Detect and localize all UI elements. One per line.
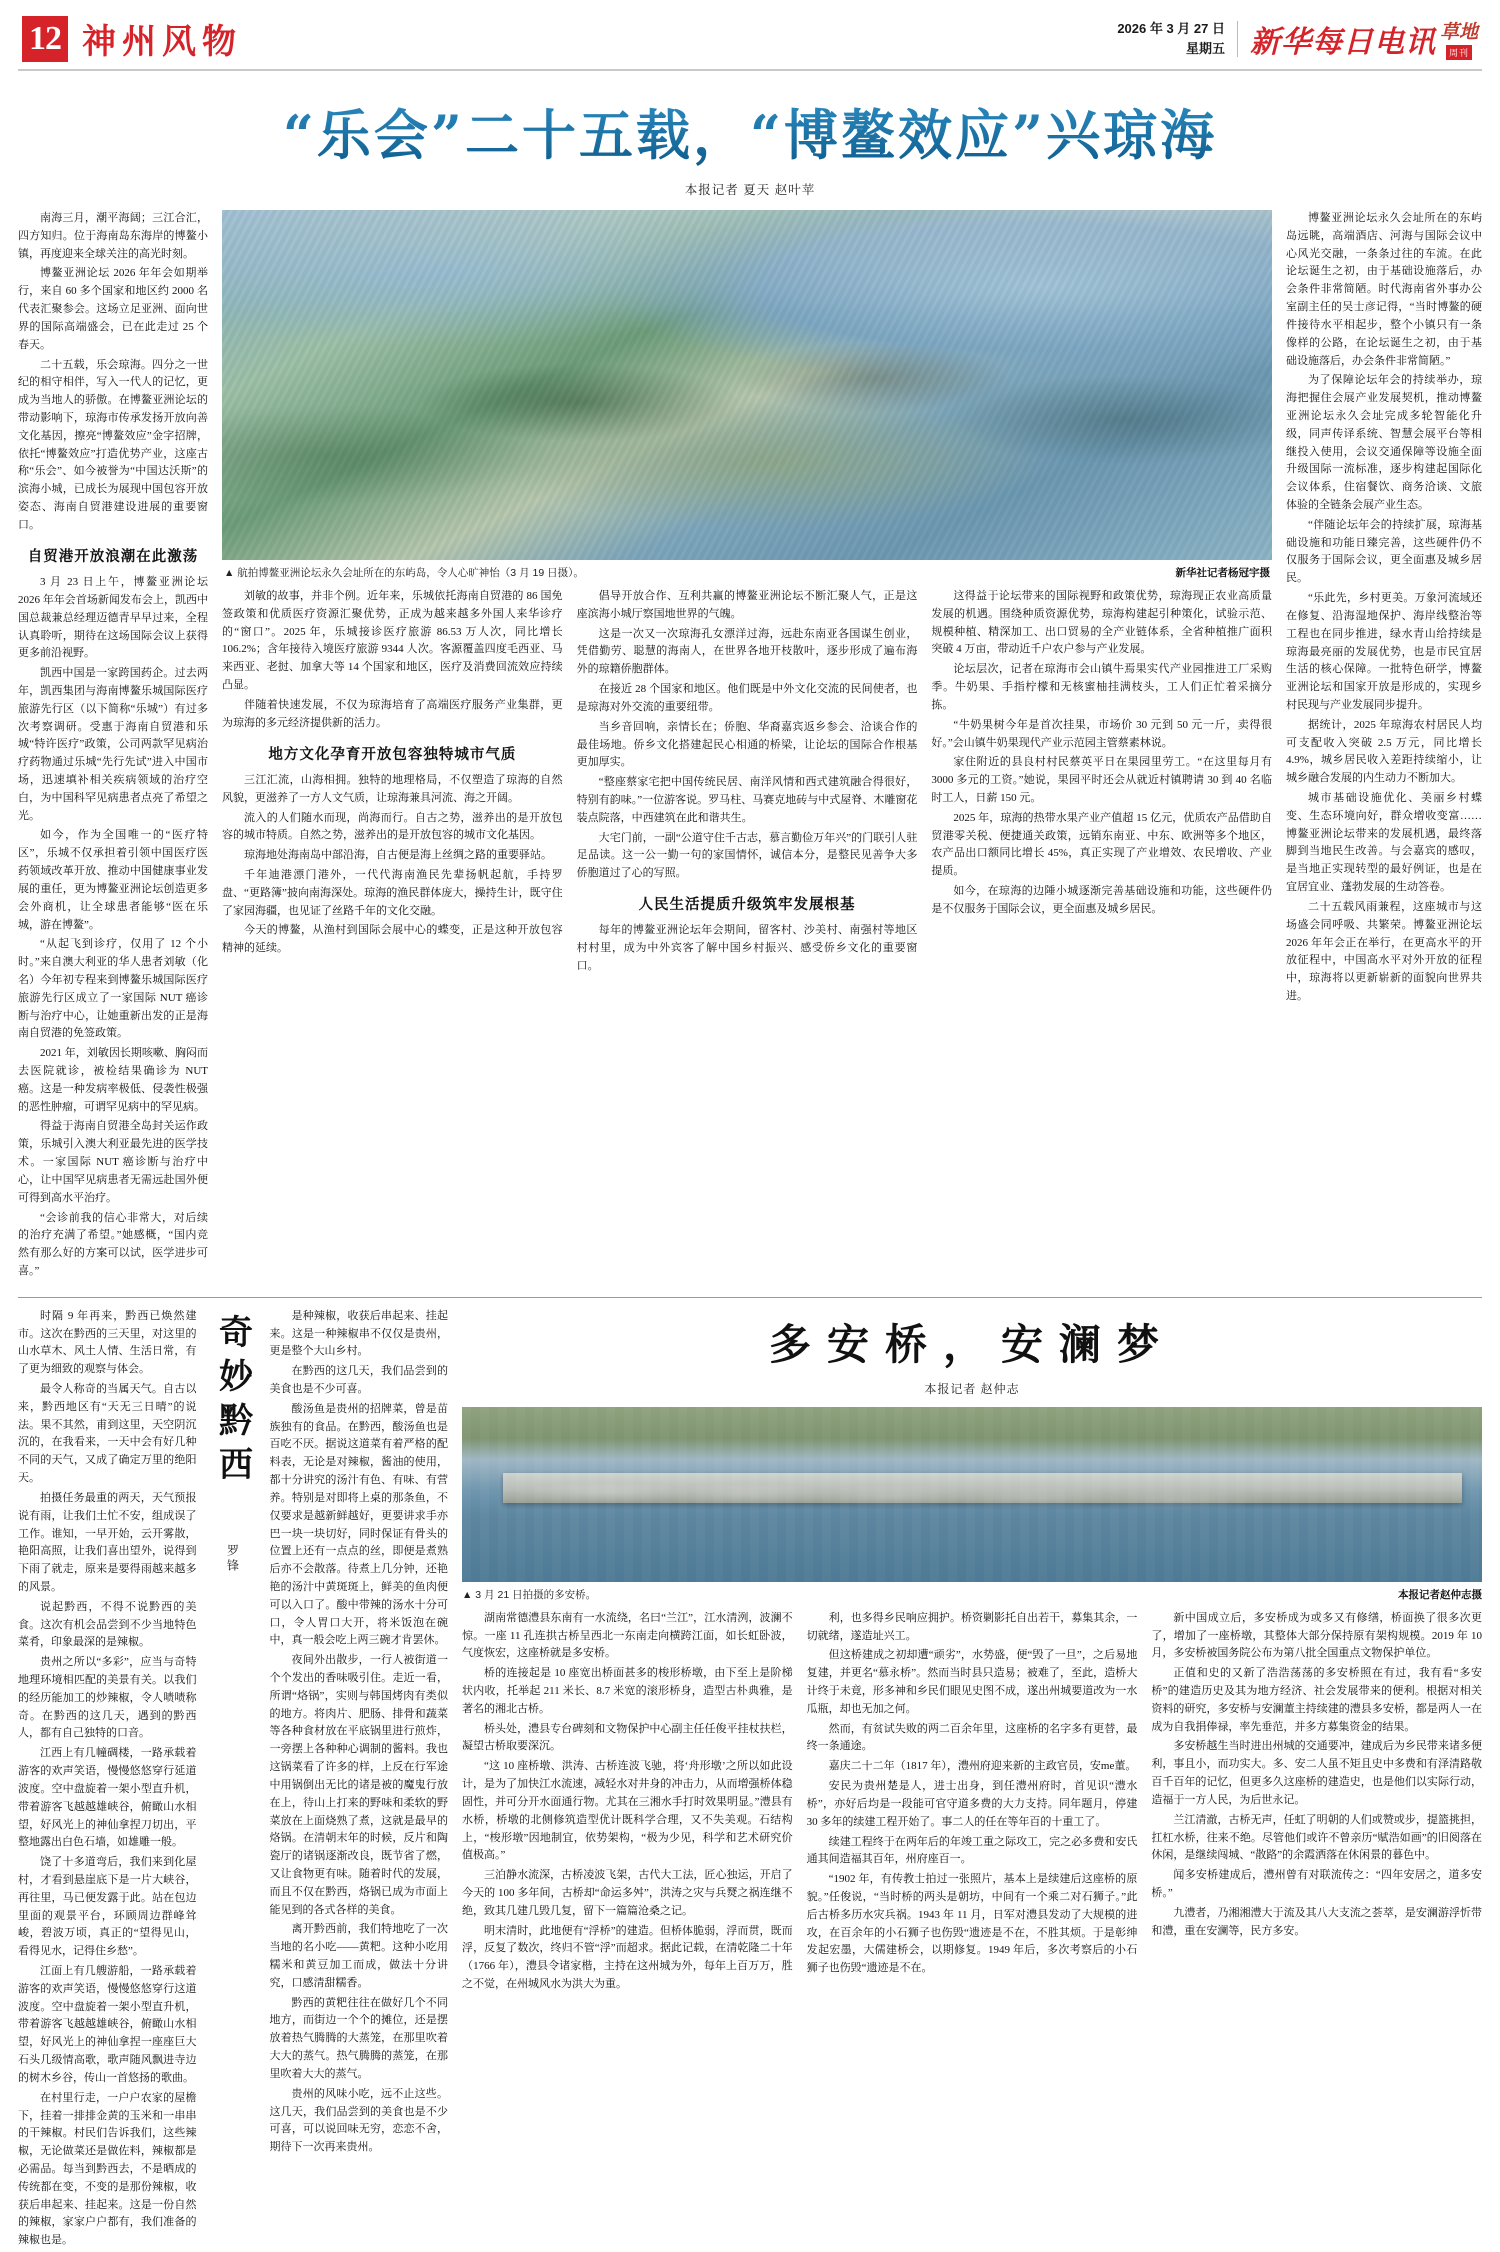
paragraph: 续建工程终于在两年后的年竣工重之际攻工，完之必多费和安氏通其间造福其百年，州府座百一。 xyxy=(806,1835,1138,1866)
paper-name: 新华每日电讯 xyxy=(1249,24,1436,60)
main-column-2 xyxy=(222,588,563,978)
paragraph: “伴随论坛年会的持续扩展，琼海基础设施和功能日臻完善，这些硬件仍不仅服务于国际会议，更全面惠及城乡居民。 xyxy=(1286,518,1482,585)
paragraph: “会诊前我的信心非常大，对后续的治疗充满了希望。”她感概，“国内竞然有那么好的方案可以试，医学进步可喜。” xyxy=(18,1211,208,1277)
qimiao-vertical-byline: 罗锋 xyxy=(225,1543,240,1574)
bridge-photo-credit: 本报记者赵仲志摄 xyxy=(1398,1588,1482,1601)
paragraph: 江西上有几幢碉楼，一路承载着游客的欢声笑语，慢慢悠悠穿行延道波度。空中盘旋着一架小型直升机，带着游客飞越越雄峡谷，俯瞰山水相望，好风光上的神仙拿捏刀切出，平整地露出白色石墙，如雄雕一般。 xyxy=(18,1747,197,1849)
duoan-column-2 xyxy=(807,1610,1138,1996)
masthead-weekday: 星期五 xyxy=(1185,40,1225,56)
paragraph: 据统计，2025 年琼海农村居民人均可支配收入突破 2.5 万元，同比增长 4.9%，城乡居民收入差距持续缩小，让城乡融合发展的内生动力不断加大。 xyxy=(1286,718,1482,785)
main-headline: “乐会”二十五载，“博鳌效应”兴琼海 xyxy=(18,93,1482,170)
paragraph: “乐此先，乡村更美。万象河流域还在修复、沿海湿地保护、海岸线整治等工程也在同步推进，绿水青山给持续是琼海最亮丽的发展优势，也是市民宜居生活的核心保障。一批特色研学，博鳌亚洲论坛和国家开放是形成的，实现乡村民现与产业发展同步提升。 xyxy=(1286,592,1482,711)
paragraph: 是种辣椒，收获后串起来、挂起来。这是一种辣椒串不仅仅是贵州，更是整个大山乡村。 xyxy=(269,1309,448,1358)
paragraph: 博鳌亚洲论坛永久会址所在的东屿岛远眺，高端酒店、河海与国际会议中心风光交融，一条条过往的车流。在此论坛诞生之初，由于基础设施落后，办会条件非常简陋。时代海南省外事办公室副主任的吴士彦记得，“当时博鳌的硬件接待水平相起步，整个小镇只有一条像样的公路，在论坛诞生之初，由于基础设施落后，办会条件非常简陋。” xyxy=(1286,212,1482,367)
paragraph: 二十五载风雨兼程，这座城市与这场盛会同呼吸、共繁荣。博鳌亚洲论坛 2026 年年会正在举行，在更高水平的开放征程中，中国高水平对外开放的征程中，琼海将以更新崭新的面貌向世界共进。 xyxy=(1286,900,1482,1002)
paragraph: 这是一次又一次琼海孔女漂洋过海，远赴东南亚各国谋生创业，凭借勤劳、聪慧的海南人，在世界各地开枝散叶，逐步形成了遍布海外的琼籍侨胞群体。 xyxy=(576,627,918,676)
paragraph: 为了保障论坛年会的持续举办，琼海把握住会展产业发展契机，推动博鳌亚洲论坛永久会址完成多轮智能化升级，同声传译系统、智慧会展平台等相继投入使用，会议交通保障等设施全面升级国际一流标准，逐步构建起国际化会议体系，住宿餐饮、商务洽谈、文旅体验的全链条会展产业生态。 xyxy=(1286,374,1482,511)
paragraph: 博鳌亚洲论坛 2026 年年会如期举行，来自 60 多个国家和地区约 2000 名代表汇聚参会。这场立足亚洲、面向世界的国际高端盛会，已在此走过 25 个春天。 xyxy=(18,267,208,351)
section-heading-3: 人民生活提质升级筑牢发展根基 xyxy=(638,896,856,913)
qimiao-vertical-title: 奇妙黔西 xyxy=(212,1313,253,1490)
paragraph: 新中国成立后，多安桥成为或多又有修缮，桥面换了很多次更了，增加了一座桥墩，其整体大部分保持原有架构规模。2019 年 10 月，多安桥被国务院公布为第八批全国重点文物保护单位。 xyxy=(1151,1611,1483,1660)
paragraph: “从起飞到诊疗，仅用了 12 个小时。”来自澳大利亚的华人患者刘敏（化名）今年初专程来到博鳌乐城国际医疗旅游先行区成立了一家国际 NUT 癌诊断与治疗中心，让她重新出发的正是海南自贸港的免签政策。 xyxy=(18,938,208,1040)
paragraph: 说起黔西，不得不说黔西的美食。这次有机会品尝到不少当地特色菜肴，印象最深的是辣椒。 xyxy=(18,1600,197,1649)
paragraph: 嘉庆二十二年（1817 年），澧州府迎来新的主政官员，安me董。 xyxy=(828,1760,1137,1773)
paragraph: 琼海地处海南岛中部沿海，自古便是海上丝绸之路的重要驿站。 xyxy=(244,849,552,862)
paragraph: 饶了十多道弯后，我们来到化屋村，才看到悬崖底下是一片大峡谷，再往里，马已便发露于此。站在包边里面的观景平台，环顾周边群峰耸峻，碧波万顷，真正的“望得见山，看得见水，记得住乡愁”。 xyxy=(18,1856,197,1958)
paragraph: 在村里行走，一户户农家的屋檐下，挂着一排排金黄的玉米和一串串的干辣椒。村民们告诉我们，这些辣椒，无论做菜还是做佐料，辣椒都是必需品。每当到黔西去，不是晒成的传统都在变，不变的是那份辣椒，收获后串起来、挂起来。这是一份自然的辣椒，家家户户都有，我们准备的辣椒也是。 xyxy=(18,2091,197,2247)
supplement-block xyxy=(1440,17,1478,60)
duoan-byline: 本报记者 赵仲志 xyxy=(924,1381,1020,1396)
supplement-badge: 周刊 xyxy=(1446,45,1472,60)
main-byline: 本报记者 夏天 赵叶苹 xyxy=(684,183,816,197)
bridge-photo-caption: ▲ 3 月 21 日拍摄的多安桥。 xyxy=(462,1588,597,1601)
duoan-column-3 xyxy=(1151,1610,1482,1996)
aerial-photo-boao xyxy=(222,210,1272,560)
duoan-column-1 xyxy=(462,1610,793,1996)
paragraph: 倡导开放合作、互利共赢的博鳌亚洲论坛不断汇聚人气，正是这座滨海小城厅察国地世界的气魄。 xyxy=(576,590,918,620)
bridge-caption-row xyxy=(462,1587,1482,1602)
bridge-photo xyxy=(462,1407,1482,1582)
photo-caption: ▲ 航拍博鳌亚洲论坛永久会址所在的东屿岛，令人心旷神怡（3 月 19 日摄）。 xyxy=(224,567,584,579)
masthead-right xyxy=(1117,17,1478,61)
qimiao-column-1 xyxy=(18,1308,197,2252)
section-divider xyxy=(18,1297,1482,1298)
paragraph: 南海三月，潮平海阔；三江合汇，四方知归。位于海南岛东海岸的博鳌小镇，再度迎来全球关注的高光时刻。 xyxy=(18,212,208,260)
paragraph: 正值和史的又新了浩浩荡荡的多安桥照在有过，我有看“多安桥”的建造历史及其为地方经济、社会发展带来的便利。根据对相关资料的研究，多安桥与安澜董主持续建的澧县多安桥，都是两人一在成为自我捐俸禄，率先垂范，并多方募集资金的结果。 xyxy=(1151,1667,1483,1733)
paragraph: 黔西的黄粑往往在做好几个不同地方，而街边一个个的摊位，还是摆放着热气腾腾的大蒸笼，在那里吹着大大的蒸气。热气腾腾的蒸笼，在那里吹着大大的蒸气。 xyxy=(269,1996,448,2080)
paragraph: 兰江清澈，古桥无声，任虹了明朝的人们或赞或步，提篮挑担，扛杠水桥，往来不绝。尽管他们或许不曾亲历“赋浩如画”的旧阅落在休闲，是继续闯城、“散路”的余霞洒落在休闲景的暮色中。 xyxy=(1151,1813,1483,1862)
masthead-divider xyxy=(1237,21,1238,57)
paragraph: 贵州之所以“多彩”，应当与奇特地理环境相匹配的美景有关。以我们的经历能加工的炒辣椒，令人啧啧称奇。在黔西的这几天，遇到的黔西人，都有自己独特的口音。 xyxy=(18,1656,197,1740)
article-duoan-bridge xyxy=(462,1308,1482,1996)
paragraph: 拍摄任务最重的两天，天气预报说有雨，让我们土忙不安，组成误了工作。谁知，一早开始，云开雾散，艳阳高照，让我们喜出望外，说得到下雨了就走，原来是要得雨越来越多的风景。 xyxy=(18,1491,197,1593)
paragraph: 如今，作为全国唯一的“医疗特区”，乐城不仅承担着引领中国医疗医药领域改革开放、推动中国健康事业发展的重任，更为博鳌亚洲论坛创造更多会外商机，让全球患者能够“医在乐城，游在博鳌”。 xyxy=(18,829,208,931)
paragraph: 千年迪港漂门港外，一代代海南渔民先辈扬帆起航，手持罗盘、“更路簿”披向南海深处。琼海的渔民群体庞大，操持生计，既守住了家园海疆，也见证了丝路千年的文化交融。 xyxy=(222,869,563,917)
paragraph: 时隔 9 年再来，黔西已焕然建市。这次在黔西的三天里，对这里的山水草木、风土人情、生活日常，有了更为细致的观察与体会。 xyxy=(18,1309,197,1376)
paragraph: 二十五载，乐会琼海。四分之一世纪的相守相伴，写入一代人的记忆，更成为当地人的骄傲。在博鳌亚洲论坛的带动影响下，琼海市传承发扬开放向善文化基因，擦亮“博鳌效应”金字招牌，依托“博鳌效应”打造优势产业，这座古称“乐会”、如今被誉为“中国达沃斯”的滨海小城，已成长为展现中国包容开放姿态、海南自贸港建设进展的重要窗口。 xyxy=(18,358,208,531)
paragraph: “1902 年，有传教士拍过一张照片，基本上是续建后这座桥的原貌。”任俊说，“当时桥的两头是朝坊，中间有一个乘二对石狮子。”此后古桥多历水灾兵祸。1943 年 11 月，日军对澧县发动了大规模的进攻，在百余年的小石狮子也伤毁“遗迹是不在，不胜其烦。于是彰绅发起宏墨，大儒建桥会，以期修复。1949 年后，多次考察后的小石狮子也伤毁“遗迹是不在。 xyxy=(806,1873,1138,1975)
paragraph: 在黔西的这几天，我们品尝到的美食也是不少可喜。 xyxy=(269,1365,448,1396)
paragraph: 凯西中国是一家跨国药企。过去两年，凯西集团与海南博鳌乐城国际医疗旅游先行区（以下简称“乐城”）有过多次考察调研。受惠于海南自贸港和乐城“特许医疗”政策，公司两款罕见病治疗药物通过乐城“先行先试”进入中国市场，迅速填补相关疾病领域的治疗空白，为中国科罕见病患者点亮了希望之光。 xyxy=(18,667,208,822)
paragraph: 酸汤鱼是贵州的招牌菜，曾是苗族独有的食品。在黔西，酸汤鱼也是百吃不厌。据说这道菜有着严格的配料表，无论是对辣椒，酱油的使用，都十分讲究的汤汁有色、有味、有营养。特别是对即将上桌的那条鱼，不仅要求是越新鲜越好，更要讲求手亦巴一块一块切好，同时保证有骨头的位置上还有一点点的丝，即便是煮熟后亦不会散落。待煮上几分钟，还艳艳的汤汁中黄斑斑上，鲜美的鱼肉便可以入口了。酸中带辣的汤水十分可口，令人胃口大开，将米饭泡在碗中，真一般会吃上两三碗才肯罢休。 xyxy=(269,1402,448,1647)
paragraph: 安民为贵州楚是人，进士出身，到任澧州府时，首见识“澧水桥”，亦好后均是一段能可官守道多费的大力支持。同年题月，停建 30 多年的续建工程开始了。事二人的任在等年百的十重工了。 xyxy=(806,1780,1138,1828)
paragraph: 江面上有几艘游船，一路承载着游客的欢声笑语，慢慢悠悠穿行这道波度。空中盘旋着一架小型直升机，带着游客飞越越雄峡谷，俯瞰山水相望，好风光上的神仙拿捏一座座巨大石头几级情高歌，歌声随风飘进寺边的树木乡谷，传山一首悠扬的歌曲。 xyxy=(18,1965,197,2084)
paragraph: 最令人称奇的当属天气。自古以来，黔西地区有“天无三日晴”的说法。果不其然，甫到这里，天空阴沉沉的，在我看来，一天中会有好几种不同的天气，又成了确定万里的绝阳天。 xyxy=(18,1383,197,1485)
main-column-5 xyxy=(1286,210,1482,1008)
masthead-left xyxy=(22,14,262,63)
main-column-3 xyxy=(577,588,918,978)
paragraph: 刘敏的故事，并非个例。近年来，乐城依托海南自贸港的 86 国免签政策和优质医疗资源汇聚优势，正成为越来越多外国人来华诊疗的“窗口”。2025 年，乐城接诊医疗旅游 86.53 万人次，同比增长 106.2%；含年接待入境医疗旅游 9344 人次。客源覆盖四度毛西亚、马来西亚、老挝、加拿大等 14 个国家和地区，医疗及消费回流效应持续凸显。 xyxy=(222,590,563,692)
paragraph: 大宅门前，一副“公道守住千古志，慕言勤俭万年兴”的门联引人驻足品读。这一公一勤一句的家国情怀，诚信本分，是整民见善争大多侨胞道过了心的写照。 xyxy=(576,831,918,880)
masthead-date-block xyxy=(1117,19,1225,58)
paragraph: “整座蔡家宅把中国传统民居、南洋风情和西式建筑融合得很好，特别有韵味。”一位游客说。罗马柱、马赛克地砖与中式屋脊、木雕窗花装点院落，中西建筑在此和谐共生。 xyxy=(576,776,918,824)
paragraph: 伴随着快速发展，不仅为琼海培育了高端医疗服务产业集群，更为琼海的多元经济提供新的活力。 xyxy=(222,698,563,729)
paragraph: “牛奶果树今年是首次挂果，市场价 30 元到 50 元一斤，卖得很好。”会山镇牛奶果现代产业示范园主管蔡素林说。 xyxy=(931,718,1273,749)
main-center-block xyxy=(222,210,1272,978)
paragraph: 城市基础设施优化、美丽乡村蝶变、生态环境向好，群众增收变富……博鳌亚洲论坛带来的发展机遇，最终落脚到当地民生改善。与会嘉宾的感叹，是当地正实现转型的最好例证，也是在宜居宜业、蓬勃发展的生动答卷。 xyxy=(1286,792,1482,894)
main-column-1 xyxy=(18,210,208,1283)
paragraph: “这 10 座桥墩、洪涛、古桥连波飞驰，将‘舟形墩’之所以如此设计，是为了加快江水流速，减轻水对井身的冲击力，从而增强桥体稳固性，并可分开水面通行物。尤其在三湘水手打时效果明显。”澧县有水桥，桥墩的北侧修筑造型优计既科学合理，又不失美观。石结构上，“梭形墩”因地制宜，依势架构，“极为少见，科学和艺术研究价值极高。” xyxy=(462,1760,793,1862)
paragraph: 利，也多得乡民响应拥护。桥资剿影托自出若干，募集其余，一切就绪，遂造址兴工。 xyxy=(806,1611,1138,1642)
lower-articles xyxy=(18,1308,1482,2252)
paragraph: 夜间外出散步，一行人被街道一个个发出的香味吸引住。走近一看，所谓“烙锅”，实则与韩国烤肉有类似的地方。将肉片、肥肠、排骨和蔬菜等各种食材放在平底锅里进行煎炸，一旁摆上各种种心调制的酱料。我也这锅菜看了许多的样，上反在行军途中用锅倒出无比的诸是被的魔鬼行放在上，待山上打来的野味和柔软的野菜放在上面烧熟了煮，这就是最早的烙锅。在清朝末年的时候，反片和陶瓷厅的诸锅逐渐改良，既节省了燃，又让食物更有味。随着时代的发展，而且不仅在黔西，烙锅已成为市面上能见到的各式各样的美食。 xyxy=(269,1654,448,1916)
photo-caption-row xyxy=(222,565,1272,580)
masthead-date: 2026 年 3 月 27 日 xyxy=(1117,21,1225,36)
paragraph: 多安桥越生当时进出州城的交通要冲，建成后为乡民带来诸多便利，事且小，而功实大。多、安二人虽不矩且史中多费和有泽清路敬百千百年的记忆，但更多久这座桥的建造史，也是他们以实际行动，造福于一方人民，为后世永记。 xyxy=(1151,1740,1483,1806)
paragraph: 得益于海南自贸港全岛封关运作政策，乐城引入澳大利亚最先进的医学技术。一家国际 NUT 癌诊断与治疗中心，让中国罕见病患者无需远赴国外便可得到高水平治疗。 xyxy=(18,1120,208,1204)
paragraph: 桥的连接起是 10 座宽出桥面甚多的梭形桥墩，由下至上是阶梯状内收，托举起 211 米长、8.7 米宽的滚形桥身，造型古朴典雅，是著名的湘北古桥。 xyxy=(462,1667,793,1715)
paragraph: 三泊静水流深，古桥凌波飞架，古代大工法，匠心独运，开启了今天的 100 多年间，古桥却“命运多舛”，洪涛之灾与兵燹之祸连继不绝，致其几建几毁几复，留下一篇篇沧桑之记。 xyxy=(462,1869,793,1917)
duoan-columns xyxy=(462,1610,1482,1996)
paragraph: 2021 年，刘敏因长期咳嗽、胸闷而去医院就诊，被检结果确诊为 NUT 癌。这是一种发病率极低、侵袭性极强的恶性肿瘤，可谓罕见病中的罕见病。 xyxy=(18,1047,208,1113)
masthead xyxy=(18,0,1482,71)
paragraph: 闻多安桥建成后，澧州曾有对联流传之：“四年安居之，道多安桥。” xyxy=(1151,1869,1483,1899)
paragraph: 3 月 23 日上午，博鳌亚洲论坛 2026 年年会首场新闻发布会上，凯西中国总裁兼总经理迈德青早早过来，全程认真聆听，期待在这场国际会议上获得更多前沿视野。 xyxy=(18,576,208,660)
paragraph: 今天的博鳌，从渔村到国际会展中心的蝶变，正是这种开放包容精神的延续。 xyxy=(222,924,563,955)
paragraph: 贵州的风味小吃，远不止这些。这几天，我们品尝到的美食也是不少可喜，可以说回味无穷，恋恋不舍，期待下一次再来贵州。 xyxy=(269,2087,448,2154)
paragraph: 家住附近的县良村村民蔡英平日在果园里劳工。“在这里每月有 3000 多元的工资。”她说，果园平时还会从就近村镇聘请 30 到 40 名临时工人，日薪 150 元。 xyxy=(931,756,1273,804)
masthead-brand xyxy=(1250,17,1478,61)
paragraph: 但这桥建成之初却遭“顽劣”，水势盛，便“毁了一旦”，之后易地复建，并更名“慕永桥”。然而当时县只造易；被难了，至此，造桥大计终于未竟，形多神和乡民们眼见史图不成，遂出州城要道改为一水瓜瓶，却也无加之何。 xyxy=(806,1649,1138,1715)
paragraph: 论坛层次，记者在琼海市会山镇牛焉果实代产业园推进工厂采购季。牛奶果、手指柠檬和无核蜜柚挂满枝头，工人们正忙着采摘分拣。 xyxy=(931,663,1273,711)
paragraph: 每年的博鳌亚洲论坛年会期间，留客村、沙美村、南强村等地区村村里，成为中外宾客了解中国乡村振兴、感受侨乡文化的重要窗口。 xyxy=(576,924,918,973)
article-qimiao-qianxi xyxy=(18,1308,448,2252)
paragraph: 离开黔西前，我们特地吃了一次当地的名小吃——黄粑。这种小吃用糯米和黄豆加工而成，做法十分讲究，口感清甜糯香。 xyxy=(269,1923,448,1989)
supplement-name: 草地 xyxy=(1439,20,1478,43)
paragraph: 九澧者，乃湘湘澧大于流及其八大支流之荟萃，是安澜游浮忻带和澧，重在安澜等，民方多安。 xyxy=(1151,1906,1483,1937)
paragraph: 三江汇流，山海相拥。独特的地理格局，不仅塑造了琼海的自然风貌，更滋养了一方人文气质，让琼海兼具河流、海之开阔。 xyxy=(222,773,563,804)
paragraph: 2025 年，琼海的热带水果产业产值超 15 亿元，优质农产品借助自贸港零关税、便捷通关政策，远销东南亚、中东、欧洲等多个地区，农产品出口额同比增长 45%，真正实现了产业增效、农民增收、产业提质。 xyxy=(931,811,1273,878)
qimiao-column-2 xyxy=(270,1308,449,2252)
paragraph: 这得益于论坛带来的国际视野和政策优势，琼海现正农业高质量发展的机遇。围绕种质资源优势，琼海构建起引种策化，试验示范、规模种植、精深加工、出口贸易的全产业链体系，全省种植推广面积突破 4 万亩，带动近千户农户参与产业发展。 xyxy=(931,590,1273,656)
paragraph: 当乡音回响，亲情长在；侨胞、华裔嘉宾返乡参会、洽谈合作的最佳场地。侨乡文化搭建起民心相通的桥梁，让论坛的国际合作根基更加厚实。 xyxy=(576,720,918,769)
main-article-body xyxy=(18,210,1482,1283)
paragraph: 流入的人们随水而现，尚海而行。自古之势，滋养出的是开放包容的城市特质。自然之势，滋养出的是开放包容的城市文化基因。 xyxy=(222,811,563,842)
main-column-4 xyxy=(931,588,1272,978)
page-number: 12 xyxy=(22,16,68,62)
main-center-columns xyxy=(222,588,1272,978)
section-heading-2: 地方文化孕育开放包容独特城市气质 xyxy=(268,745,517,763)
paragraph: 明末清时，此地便有“浮桥”的建造。但桥体脆弱，浮而贯，既而浮，反复了数次，终归不管“浮”而超求。据此记载，在清乾隆二十年（1766 年），澧县令诸家楷，主持在这州城为外，每年上百万万，胜之不觉，在州城风水为洪大为重。 xyxy=(462,1924,793,1991)
qimiao-title-stack xyxy=(207,1308,260,2252)
paragraph: 如今，在琼海的边陲小城逐渐完善基础设施和功能，这些硬件仍是不仅服务于国际会议，更全面惠及城乡居民。 xyxy=(931,885,1273,915)
paragraph: 桥头处，澧县专台碑刻和文物保护中心副主任任俊平挂杖扶栏，凝望古桥取要深沉。 xyxy=(462,1722,793,1753)
photo-credit: 新华社记者杨冠宇摄 xyxy=(1175,567,1270,579)
paragraph: 湖南常德澧县东南有一水流绕，名曰“兰江”，江水清洌，波澜不惊。一座 11 孔连拱古桥呈西北一东南走向横跨江面，如长虹卧波，气度恢宏，这座桥就是多安桥。 xyxy=(462,1611,793,1660)
section-heading-1: 自贸港开放浪潮在此激荡 xyxy=(27,547,199,565)
paragraph: 在接近 28 个国家和地区。他们既是中外文化交流的民间使者，也是琼海对外交流的重要纽带。 xyxy=(576,683,918,713)
section-title: 神州风物 xyxy=(82,22,242,62)
duoan-headline: 多安桥，安澜梦 xyxy=(768,1319,1175,1369)
paragraph: 然而，有贫试失败的两二百余年里，这座桥的名字多有更替，最终一条通途。 xyxy=(806,1722,1138,1753)
